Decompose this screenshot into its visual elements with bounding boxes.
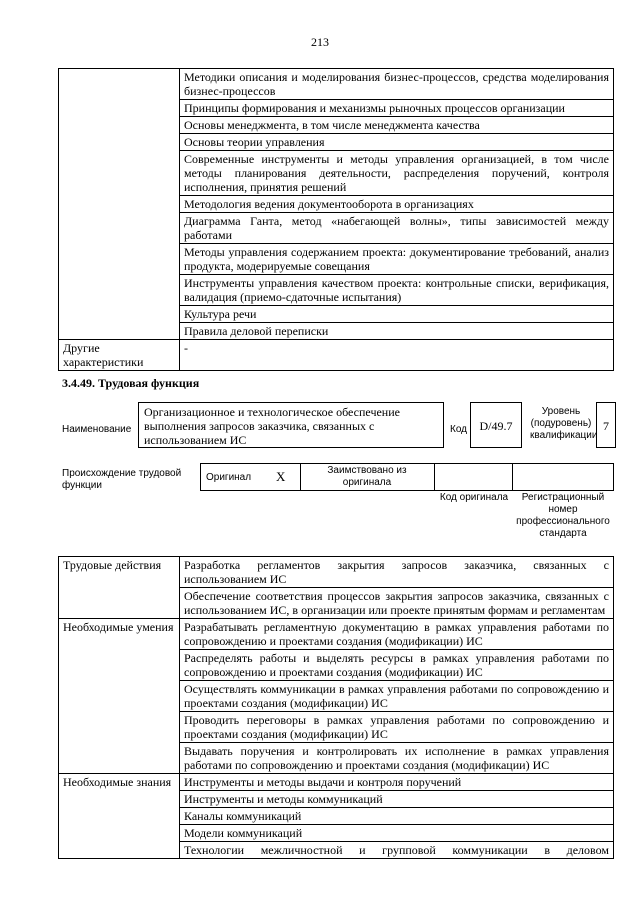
knowledge-item: Диаграмма Ганта, метод «набегающей волны», типы зависимостей между работами [180, 213, 614, 244]
origin-label: Происхождение трудовой функции [62, 468, 182, 491]
knowledge-item: Принципы формирования и механизмы рыночных процессов организации [180, 100, 614, 117]
level-value: 7 [603, 419, 609, 433]
code-value: D/49.7 [479, 419, 513, 433]
knowledge-item: Культура речи [180, 306, 614, 323]
knowledge-item: Методики описания и моделирования бизнес-процессов, средства моделирования бизнес-процессов [180, 69, 614, 100]
labor-action-item: Разработка регламентов закрытия запросов заказчика, связанных с использованием ИС [180, 557, 614, 588]
labor-function-table [58, 556, 614, 859]
knowledge-item: Каналы коммуникаций [180, 808, 614, 825]
original-label: Оригинал [206, 472, 252, 483]
code-label: Код [450, 424, 468, 435]
knowledge-item: Правила деловой переписки [180, 323, 614, 340]
knowledge-table-continued [58, 68, 614, 371]
borrowed-label: Заимствовано из оригинала [327, 465, 407, 488]
empty-label-cell [59, 69, 180, 340]
knowledge-item: Модели коммуникаций [180, 825, 614, 842]
other-characteristics-label: Другие характеристики [59, 340, 180, 371]
knowledge-item: Основы теории управления [180, 134, 614, 151]
section-heading: 3.4.49. Трудовая функция [62, 376, 200, 390]
knowledge-item: Технологии межличностной и групповой коммуникации в деловом [180, 842, 614, 859]
function-name-box [138, 402, 444, 448]
name-label: Наименование [62, 424, 132, 435]
level-label: Уровень (подуровень) квалификации [530, 406, 598, 441]
code-box [470, 402, 522, 448]
skill-item: Осуществлять коммуникации в рамках управления работами по сопровождению и проектами создания (модификации) ИС [180, 681, 614, 712]
knowledge-item: Инструменты и методы коммуникаций [180, 791, 614, 808]
original-mark: X [276, 469, 286, 484]
level-box [596, 402, 616, 448]
skill-item: Распределять работы и выделять ресурсы в рамках управления работами по сопровождению и проектами создания (модификации) ИС [180, 650, 614, 681]
original-code-caption: Код оригинала [439, 492, 509, 503]
origin-divider [300, 463, 301, 491]
knowledge-item: Инструменты и методы выдачи и контроля поручений [180, 774, 614, 791]
origin-divider [512, 463, 513, 491]
knowledge-item: Методы управления содержанием проекта: документирование требований, анализ продукта, модерируемые совещания [180, 244, 614, 275]
knowledge-item: Современные инструменты и методы управления организацией, в том числе методы планирования деятельности, распределения поручений, контроля исполнения, принятия решений [180, 151, 614, 196]
knowledge-label: Необходимые знания [59, 774, 180, 859]
labor-action-item: Обеспечение соответствия процессов закрытия запросов заказчика, связанных с использованием ИС, в организации или проекте принятым формам и регламентам [180, 588, 614, 619]
labor-actions-label: Трудовые действия [59, 557, 180, 619]
skill-item: Разрабатывать регламентную документацию в рамках управления работами по сопровождению и проектами создания (модификации) ИС [180, 619, 614, 650]
page-number: 213 [311, 35, 329, 49]
function-name-value: Организационное и технологическое обеспечение выполнения запросов заказчика, связанных с использованием ИС [144, 405, 400, 447]
knowledge-item: Основы менеджмента, в том числе менеджмента качества [180, 117, 614, 134]
skill-item: Проводить переговоры в рамках управления работами по сопровождению и проектами создания (модификации) ИС [180, 712, 614, 743]
skill-item: Выдавать поручения и контролировать их исполнение в рамках управления работами по сопровождению и проектами создания (модификации) ИС [180, 743, 614, 774]
knowledge-item: Инструменты управления качеством проекта: контрольные списки, верификация, валидация (приемо-сдаточные испытания) [180, 275, 614, 306]
origin-divider [434, 463, 435, 491]
other-characteristics-value: - [180, 340, 614, 371]
knowledge-item: Методология ведения документооборота в организациях [180, 196, 614, 213]
skills-label: Необходимые умения [59, 619, 180, 774]
registration-number-caption: Регистрационный номер профессионального стандарта [516, 492, 610, 539]
